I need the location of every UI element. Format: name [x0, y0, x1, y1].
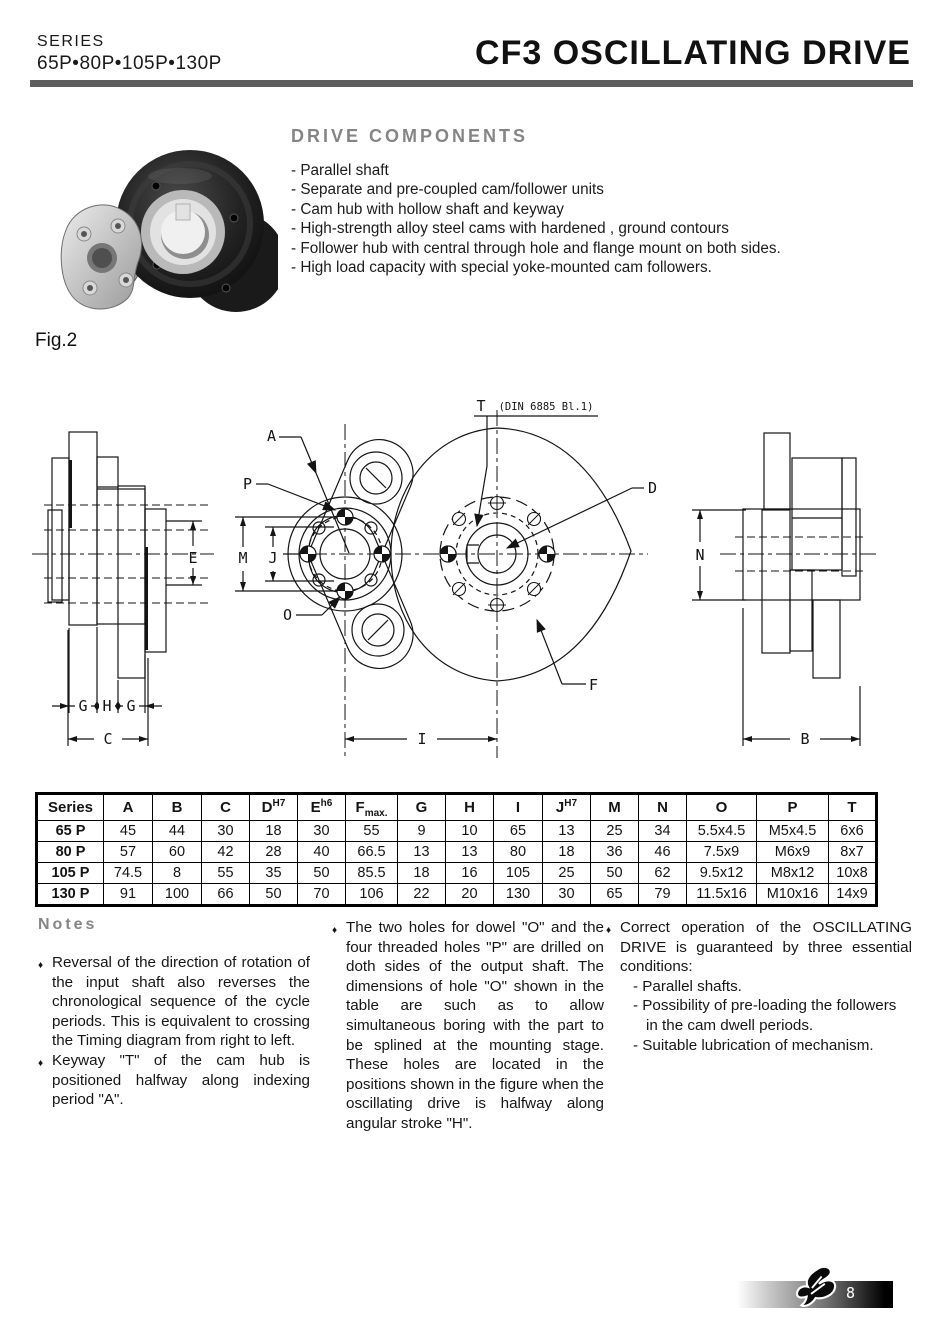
note-text: Keyway "T" of the cam hub is positioned halfway along indexing period "A".	[52, 1051, 310, 1109]
value-cell: 50	[298, 863, 346, 884]
column-header: $F_{max.}$	[346, 794, 398, 821]
value-cell: 18	[250, 821, 298, 842]
component-item: - High load capacity with special yoke-mounted cam followers.	[291, 259, 712, 277]
value-cell: 85.5	[346, 863, 398, 884]
value-cell: M6x9	[757, 842, 829, 863]
label-F: F	[589, 676, 599, 694]
value-cell: 79	[639, 884, 687, 906]
brand-logo	[791, 1266, 843, 1312]
note-item	[332, 918, 604, 1134]
leaders-TDF	[474, 397, 657, 694]
figure-caption: Fig.2	[35, 330, 78, 351]
follower-flange-icon	[61, 205, 141, 309]
value-cell: M5x4.5	[757, 821, 829, 842]
label-M: M	[238, 549, 248, 567]
value-cell: 106	[346, 884, 398, 906]
label-G1: G	[78, 697, 88, 715]
table-row	[37, 884, 877, 906]
component-item: - Separate and pre-coupled cam/follower units	[291, 181, 604, 199]
column-header: O	[687, 794, 757, 821]
column-header: G	[398, 794, 446, 821]
note-item	[38, 953, 310, 1051]
diamond-bullet-icon: ♦	[38, 1057, 44, 1069]
value-cell: 30	[202, 821, 250, 842]
label-O: O	[283, 606, 293, 624]
diamond-bullet-icon: ♦	[38, 960, 44, 971]
column-header: A	[104, 794, 153, 821]
note-text: The two holes for dowel "O" and the four threaded holes "P" are drilled on doth sides of the output shaft. The dimensions of hole "O" shown in the table are such as to allow simultaneous boring with the part to be splined at the mounting stage. These holes are located in the positions shown in the figure when the oscillating drive is halfway along angular stroke "H".	[346, 919, 604, 1132]
column-header: T	[829, 794, 877, 821]
dim-E	[166, 521, 202, 585]
value-cell: 50	[250, 884, 298, 906]
notes-column-1	[38, 953, 310, 1110]
value-cell: 105	[494, 863, 543, 884]
note-text: Correct operation of the OSCILLATING DRIVE is guaranteed by three essential conditions:	[620, 919, 912, 976]
note-text: Reversal of the direction of rotation of the input shaft also reverses the chronological sequence of the cycle periods. This is equivalent to crossing the Timing diagram from right to left.	[52, 954, 310, 1050]
value-cell: 60	[153, 842, 202, 863]
condition-item: - Suitable lubrication of mechanism.	[633, 1036, 874, 1054]
value-cell: 10x8	[829, 863, 877, 884]
header-rule	[30, 80, 913, 87]
note-item	[38, 1051, 310, 1110]
series-cell: 65 P	[37, 821, 104, 842]
value-cell: 28	[250, 842, 298, 863]
value-cell: 55	[202, 863, 250, 884]
value-cell: 46	[639, 842, 687, 863]
component-item: - Follower hub with central through hole and flange mount on both sides.	[291, 239, 781, 257]
value-cell: 13	[446, 842, 494, 863]
value-cell: 65	[494, 821, 543, 842]
value-cell: 44	[153, 821, 202, 842]
drive-components-list	[291, 161, 911, 277]
series-models: 65P•80P•105P•130P	[37, 53, 222, 74]
column-header: Series	[37, 794, 104, 821]
condition-item: - Parallel shafts.	[633, 977, 742, 995]
condition-item: - Possibility of pre-loading the followers in the cam dwell periods.	[633, 997, 897, 1034]
page-number: 8	[846, 1284, 856, 1302]
value-cell: 45	[104, 821, 153, 842]
value-cell: 34	[639, 821, 687, 842]
notes-column-3	[606, 918, 912, 1055]
value-cell: 70	[298, 884, 346, 906]
value-cell: 25	[591, 821, 639, 842]
value-cell: 30	[543, 884, 591, 906]
series-label: SERIES	[37, 33, 105, 50]
value-cell: 35	[250, 863, 298, 884]
table-row	[37, 863, 877, 884]
label-A: A	[267, 427, 277, 445]
value-cell: 57	[104, 842, 153, 863]
value-cell: 22	[398, 884, 446, 906]
value-cell: 130	[494, 884, 543, 906]
label-H: H	[102, 697, 112, 715]
value-cell: 18	[398, 863, 446, 884]
value-cell: 8x7	[829, 842, 877, 863]
value-cell: 13	[398, 842, 446, 863]
left-side-view	[48, 432, 166, 678]
value-cell: 55	[346, 821, 398, 842]
dim-I	[345, 730, 497, 748]
value-cell: 36	[591, 842, 639, 863]
value-cell: 80	[494, 842, 543, 863]
column-header: H	[446, 794, 494, 821]
diamond-bullet-icon: ♦	[332, 925, 338, 936]
value-cell: 5.5x4.5	[687, 821, 757, 842]
note-item	[606, 918, 912, 977]
column-header: P	[757, 794, 829, 821]
value-cell: 66	[202, 884, 250, 906]
component-item: - Parallel shaft	[291, 162, 389, 179]
column-header: $E^{h6}$	[298, 794, 346, 821]
column-header: C	[202, 794, 250, 821]
value-cell: M10x16	[757, 884, 829, 906]
value-cell: 6x6	[829, 821, 877, 842]
value-cell: M8x12	[757, 863, 829, 884]
value-cell: 50	[591, 863, 639, 884]
label-C: C	[103, 730, 113, 748]
label-B: B	[800, 730, 810, 748]
value-cell: 11.5x16	[687, 884, 757, 906]
label-T: T	[476, 397, 486, 415]
component-item: - High-strength alloy steel cams with hardened , ground contours	[291, 220, 729, 238]
value-cell: 74.5	[104, 863, 153, 884]
value-cell: 100	[153, 884, 202, 906]
table-row	[37, 842, 877, 863]
notes-heading: Notes	[38, 916, 98, 933]
label-D: D	[648, 479, 658, 497]
column-header: I	[494, 794, 543, 821]
label-E: E	[188, 549, 198, 567]
column-header: B	[153, 794, 202, 821]
dim-M-J	[235, 517, 344, 591]
series-cell: 80 P	[37, 842, 104, 863]
diamond-bullet-icon: ♦	[606, 925, 612, 936]
value-cell: 40	[298, 842, 346, 863]
notes-column-2	[332, 918, 604, 1134]
cam-disc-icon	[116, 150, 278, 312]
dimensions-table	[35, 792, 878, 907]
value-cell: 9	[398, 821, 446, 842]
value-cell: 91	[104, 884, 153, 906]
dim-N	[692, 510, 746, 600]
value-cell: 10	[446, 821, 494, 842]
series-cell: 130 P	[37, 884, 104, 906]
value-cell: 42	[202, 842, 250, 863]
column-header: N	[639, 794, 687, 821]
value-cell: 65	[591, 884, 639, 906]
value-cell: 20	[446, 884, 494, 906]
column-header: $D^{H7}$	[250, 794, 298, 821]
label-P: P	[243, 475, 253, 493]
product-photo	[40, 138, 278, 336]
label-N: N	[695, 546, 705, 564]
drive-components-heading: DRIVE COMPONENTS	[291, 126, 529, 146]
value-cell: 62	[639, 863, 687, 884]
column-header: M	[591, 794, 639, 821]
value-cell: 8	[153, 863, 202, 884]
label-J: J	[268, 549, 278, 567]
value-cell: 66.5	[346, 842, 398, 863]
value-cell: 9.5x12	[687, 863, 757, 884]
dim-B	[743, 608, 860, 748]
column-header: $J^{H7}$	[543, 794, 591, 821]
value-cell: 18	[543, 842, 591, 863]
component-item: - Cam hub with hollow shaft and keyway	[291, 200, 564, 218]
value-cell: 7.5x9	[687, 842, 757, 863]
value-cell: 16	[446, 863, 494, 884]
series-cell: 105 P	[37, 863, 104, 884]
value-cell: 13	[543, 821, 591, 842]
value-cell: 14x9	[829, 884, 877, 906]
value-cell: 25	[543, 863, 591, 884]
label-I: I	[417, 730, 427, 748]
label-G2: G	[126, 697, 136, 715]
right-side-view	[743, 433, 860, 678]
label-T-note: (DIN 6885 Bl.1)	[498, 401, 594, 413]
value-cell: 30	[298, 821, 346, 842]
technical-drawing	[0, 388, 943, 768]
page-title: CF3 OSCILLATING DRIVE	[475, 34, 911, 72]
table-row	[37, 821, 877, 842]
